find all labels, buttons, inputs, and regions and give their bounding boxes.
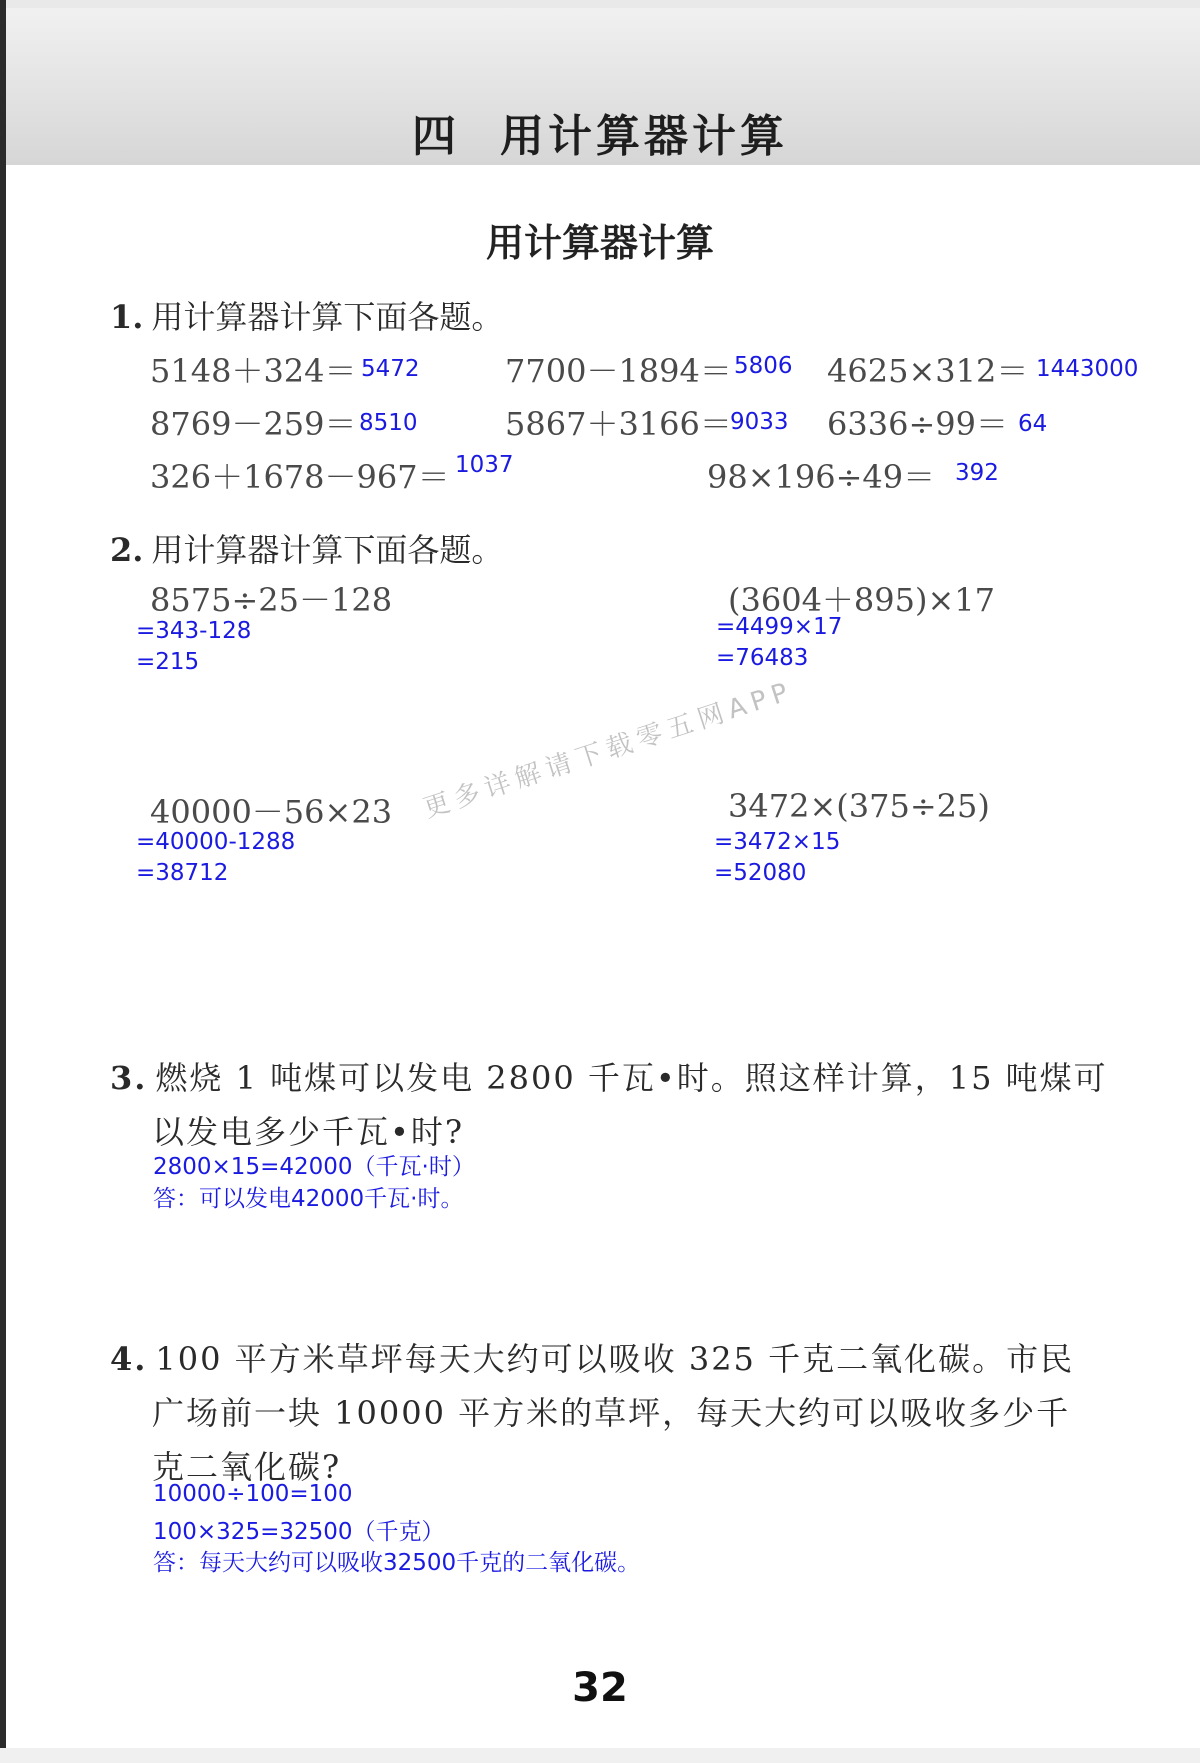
q1-answer-4: 8510 <box>359 410 418 436</box>
q1-prompt: 用计算器计算下面各题。 <box>151 298 504 336</box>
page-number: 32 <box>572 1665 628 1711</box>
q2-step-2-2: =76483 <box>716 645 809 671</box>
q2-prompt: 用计算器计算下面各题。 <box>151 531 504 569</box>
q4-line-2: 广场前一块 10000 平方米的草坪，每天大约可以吸收多少千 <box>152 1394 1071 1432</box>
q4-answer-2: 100×325=32500（千克） <box>153 1519 445 1545</box>
q1-expr-6: 6336÷99＝ <box>827 405 1008 443</box>
q4-number: 4. <box>110 1340 148 1378</box>
q1-answer-3: 1443000 <box>1036 356 1139 382</box>
q2-step-3-1: =40000-1288 <box>136 829 296 855</box>
watermark: 更多详解请下载零五网APP <box>419 676 798 825</box>
q1-expr-8: 98×196÷49＝ <box>707 458 936 496</box>
q4-answer-1: 10000÷100=100 <box>153 1481 353 1507</box>
q4-line-3: 克二氧化碳? <box>152 1448 342 1486</box>
q1-answer-1: 5472 <box>361 356 420 382</box>
q2-title <box>110 525 503 571</box>
q1-expr-3: 4625×312＝ <box>827 352 1029 390</box>
q1-number: 1. <box>110 298 144 336</box>
q2-expr-1: 8575÷25－128 <box>150 581 393 619</box>
q1-answer-2: 5806 <box>734 353 793 379</box>
q1-expr-4: 8769－259＝ <box>150 405 357 443</box>
q3-answer-2: 答：可以发电42000千瓦·时。 <box>153 1186 464 1212</box>
q1-answer-7: 1037 <box>455 452 514 478</box>
q3-number: 3. <box>110 1059 148 1097</box>
q2-step-4-2: =52080 <box>714 860 807 886</box>
q1-expr-7: 326＋1678－967＝ <box>150 458 450 496</box>
q2-step-2-1: =4499×17 <box>716 614 843 640</box>
chapter-title-text: 用计算器计算 <box>500 111 788 162</box>
q4-answer-3: 答：每天大约可以吸收32500千克的二氧化碳。 <box>153 1550 641 1576</box>
q1-answer-6: 64 <box>1018 411 1048 437</box>
q2-step-3-2: =38712 <box>136 860 229 886</box>
q1-expr-1: 5148＋324＝ <box>150 352 357 390</box>
chapter-number: 四 <box>412 111 460 162</box>
q1-expr-5: 5867＋3166＝ <box>505 405 732 443</box>
q4-line-1 <box>110 1334 1074 1380</box>
q1-answer-5: 9033 <box>730 409 789 435</box>
scan-bottom-edge <box>0 1748 1200 1763</box>
q2-step-1-1: =343-128 <box>136 618 252 644</box>
q2-expr-4: 3472×(375÷25) <box>728 787 990 825</box>
section-title: 用计算器计算 <box>485 221 714 265</box>
q2-expr-3: 40000－56×23 <box>150 793 393 831</box>
q3-text-1: 燃烧 1 吨煤可以发电 2800 千瓦•时。照这样计算，15 吨煤可 <box>155 1059 1108 1097</box>
q3-line-1 <box>110 1053 1108 1099</box>
q3-answer-1: 2800×15=42000（千瓦·时） <box>153 1154 475 1180</box>
q4-text-1: 100 平方米草坪每天大约可以吸收 325 千克二氧化碳。市民 <box>155 1340 1075 1378</box>
q1-expr-2: 7700－1894＝ <box>505 352 732 390</box>
q2-expr-2: (3604＋895)×17 <box>728 581 996 619</box>
q2-step-1-2: =215 <box>136 649 200 675</box>
q3-line-2: 以发电多少千瓦•时? <box>152 1113 465 1151</box>
q1-title <box>110 292 503 338</box>
q1-answer-8: 392 <box>955 460 999 486</box>
q2-step-4-1: =3472×15 <box>714 829 841 855</box>
chapter-title <box>0 100 1200 164</box>
q2-number: 2. <box>110 531 144 569</box>
